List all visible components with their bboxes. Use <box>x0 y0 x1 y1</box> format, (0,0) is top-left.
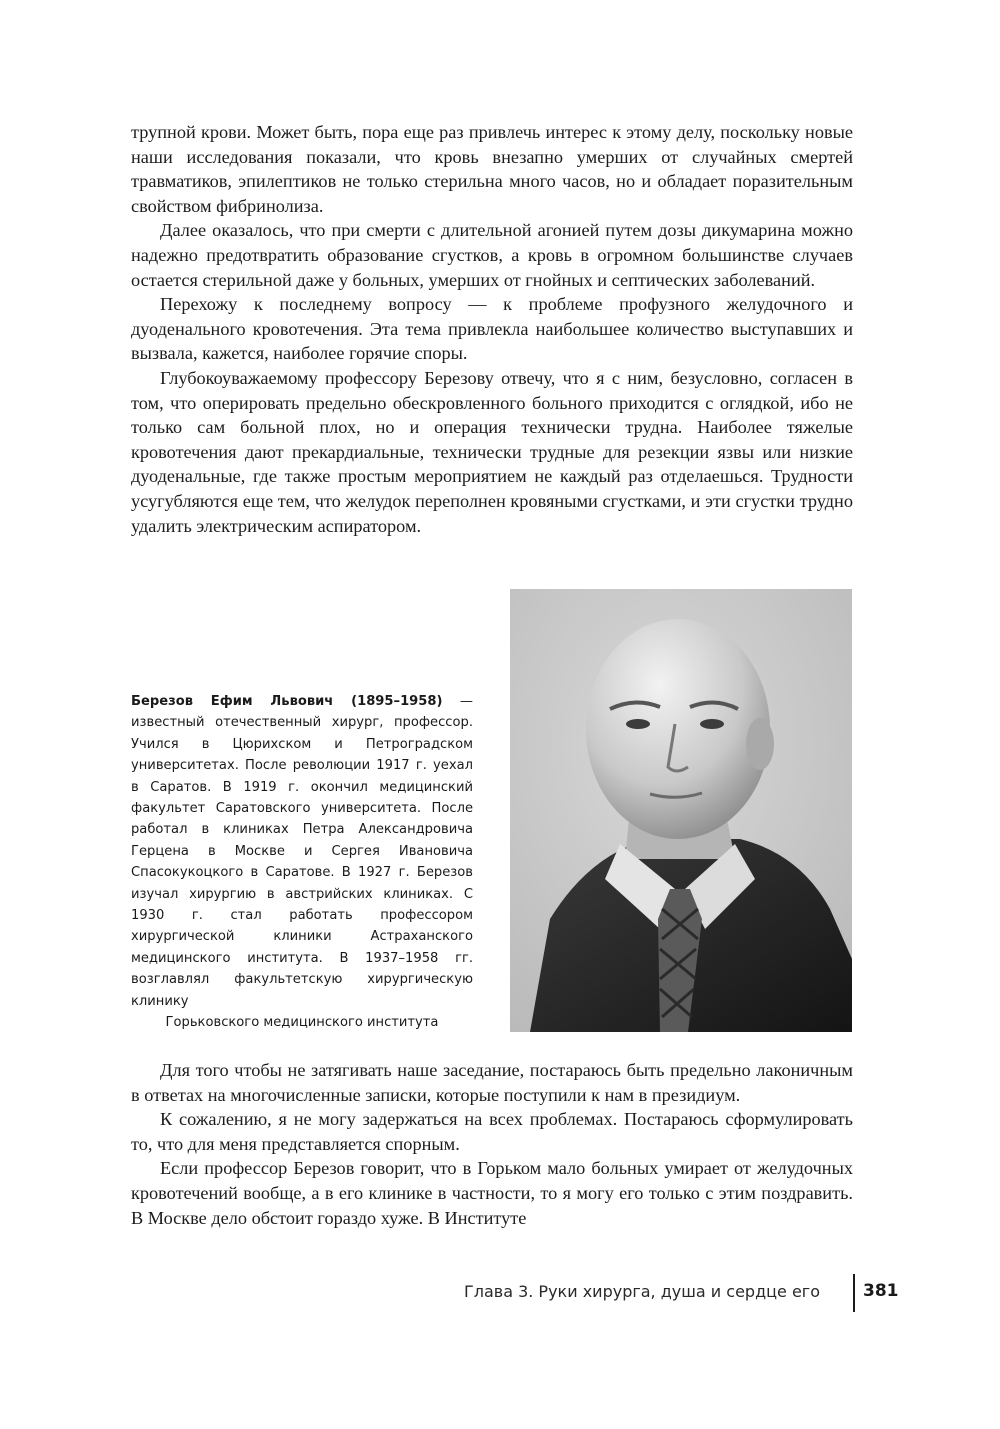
paragraph: Если профессор Березов говорит, что в Горьком мало больных умирает от желудочных кровотечений вообще, а в его клинике в частности, то я могу его только с этим поздравить. В Москве дело обстоит гораздо хуже. В Институте <box>131 1158 853 1228</box>
caption-name: Березов Ефим Львович (1895–1958) <box>131 694 443 709</box>
portrait-illustration <box>510 589 852 1032</box>
bottom-text-block <box>131 1058 853 1230</box>
photo-caption <box>131 691 473 1034</box>
paragraph: трупной крови. Может быть, пора еще раз привлечь интерес к этому делу, поскольку новые наши исследования показали, что кровь внезапно умерших от случайных смертей травматиков, эпилептиков не только стерильна много часов, но и обладает поразительным свойством фибринолиза. <box>131 122 853 216</box>
paragraph: Для того чтобы не затягивать наше заседание, постараюсь быть предельно лаконичным в ответах на многочисленные записки, которые поступили к нам в президиум. <box>131 1060 853 1105</box>
paragraph: Перехожу к последнему вопросу — к проблеме профузного желудочного и дуоденального кровотечения. Эта тема привлекла наибольшее количество выступавших и вызвала, кажется, наиболее горячие споры. <box>131 294 853 364</box>
page-number: 381 <box>863 1281 899 1301</box>
footer-divider <box>853 1274 855 1312</box>
paragraph: Далее оказалось, что при смерти с длительной агонией путем дозы дикумарина можно надежно предотвратить образование сгустков, а кровь в огромном большинстве случаев остается стерильной даже у больных, умерших от гнойных и септических заболеваний. <box>131 220 853 290</box>
page-footer <box>463 1274 899 1314</box>
paragraph: К сожалению, я не могу задержаться на всех проблемах. Постараюсь сформулировать то, что для меня представляется спорным. <box>131 1109 853 1154</box>
caption-last-line: Горьковского медицинского института <box>165 1015 439 1031</box>
portrait-photo <box>510 589 852 1032</box>
caption-text: — известный отечественный хирург, профессор. Учился в Цюрихском и Петроградском университетах. После революции 1917 г. уехал в Саратов. В 1919 г. окончил медицинский факультет Саратовского университета. После работал в клиниках Петра Александровича Герцена в Москве и Сергея Ивановича Спасокукоцкого в Саратове. В 1927 г. Березов изучал хирургию в австрийских клиниках. С 1930 г. стал работать профессором хирургической клиники Астраханского медицинского института. В 1937–1958 гг. возглавлял факультетскую хирургическую клинику <box>131 694 473 1009</box>
top-text-block <box>131 120 853 538</box>
paragraph: Глубокоуважаемому профессору Березову отвечу, что я с ним, безусловно, согласен в том, что оперировать предельно обескровленного больного приходится с оглядкой, ибо не только сам больной плох, но и операция технически трудна. Наиболее тяжелые кровотечения дают прекардиальные, технически трудные для резекции язвы или низкие дуоденальные, где также простым мероприятием не каждый раз отделаешься. Трудности усугубляются еще тем, что желудок переполнен кровяными сгустками, и эти сгустки трудно удалить электрическим аспиратором. <box>131 367 853 536</box>
chapter-title: Глава 3. Руки хирурга, душа и сердце его <box>463 1282 820 1301</box>
